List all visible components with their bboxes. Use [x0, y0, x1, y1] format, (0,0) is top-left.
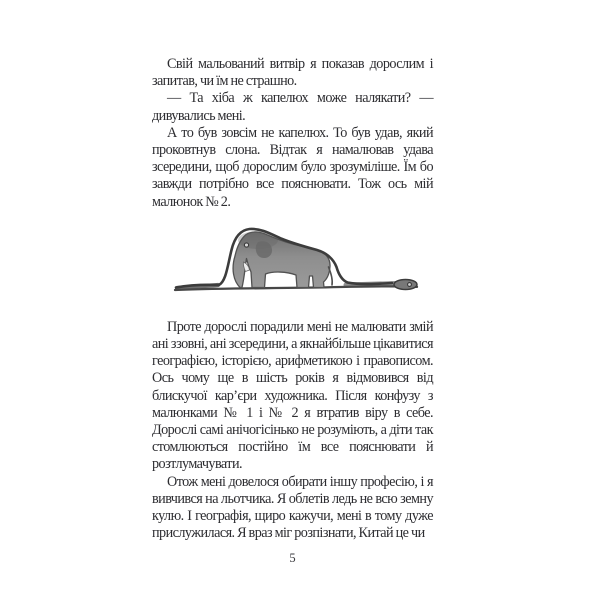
elephant-tail [329, 267, 333, 285]
paragraph-advice: Проте дорослі порадили мені не малювати змій ані ззовні, ані зсередини, а якнайбільше цікавитися географією, історією, арифметикою і правописом. Ось чому ще в шість років я відмовився від блискучої кар’єри художника. Після конфузу з малюнками № 1 і № 2 я втратив віру в себе. Дорослі самі анічогісінько не розуміють, а діти так стомлюються постійно їм все пояснювати й розтлумачувати. [152, 318, 433, 473]
paragraph-dialogue: — Та хіба ж капелюх може налякати? — дивувались мені. [152, 90, 433, 124]
boa-elephant-illustration [170, 223, 420, 293]
elephant-eye [244, 243, 248, 247]
boa-elephant-drawing [170, 223, 420, 293]
paragraph-pilot: Отож мені довелося обирати іншу професію, і я вивчився на льотчика. Я облетів ледь не всю земну кулю. І географія, щиро кажучи, мені в тому дуже прислужилася. Я враз міг розпізнати, Китай це чи [152, 473, 433, 542]
paragraph-intro: Свій мальований витвір я показав дорослим і запитав, чи їм не страшно. [152, 56, 433, 90]
text-column [152, 56, 433, 542]
boa-head [394, 279, 417, 289]
boa-eye [408, 282, 412, 286]
page-number: 5 [289, 551, 296, 565]
paragraph-explanation: А то був зовсім не капелюх. То був удав, який проковтнув слона. Відтак я намалював удава зсередини, щоб дорослим було зрозуміліше. Їм бо завжди потрібно все пояснювати. Тож ось мій малюнок № 2. [152, 124, 433, 210]
